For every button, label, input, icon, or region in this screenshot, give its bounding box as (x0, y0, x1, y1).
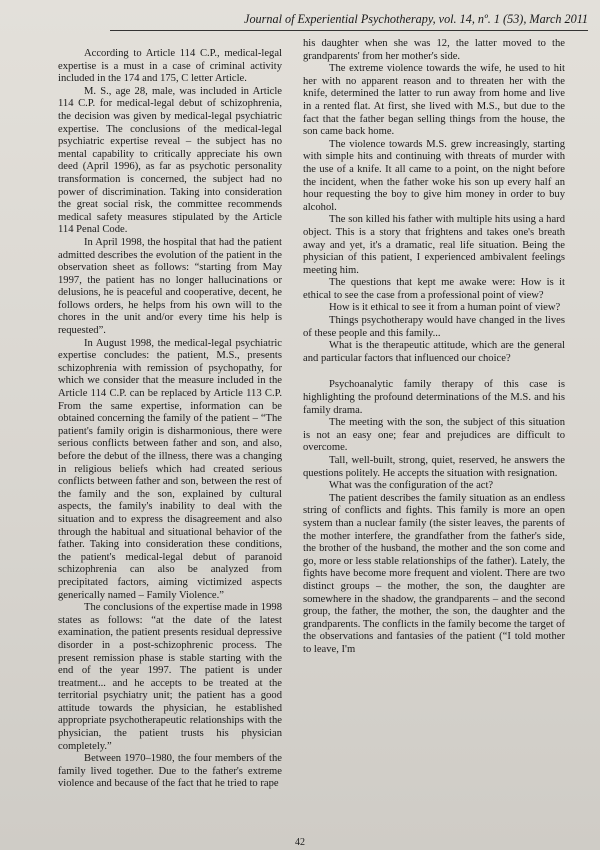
paragraph: The meeting with the son, the subject of this situation is not an easy one; fear and prejudices are difficult to overcome. (303, 417, 565, 454)
paragraph: The violence towards M.S. grew increasingly, starting with simple hits and continuing with threats of murder with the use of a knife. It all came to a point, on the night before the incident, when the father woke his son up every half an hour requesting the boy to give him money in order to buy alcohol. (303, 138, 565, 213)
right-column (303, 38, 565, 657)
paragraph: Between 1970–1980, the four members of the family lived together. Due to the father's extreme violence and because of the fact that he tried to rape (58, 753, 282, 790)
paragraph: The son killed his father with multiple hits using a hard object. This is a story that frightens and takes one's breath away and yet, it's a dramatic, real life situation. Being the physician of this patient, I experienced ambivalent feelings meeting him. (303, 214, 565, 276)
paragraph: The patient describes the family situation as an endless string of conflicts and fights. This family is more an open system than a nuclear family (the sister leaves, the parents of the mother interfere, the grandfather from the father's side, the brother of the husband, the mother and the son come and go, more or less stable relationships of the father). Lately, the fights have become more frequent and violent. There are two distinct groups – the mother, the son, the daughter are somewhere in the shadow, the grandparents – and the second group, the father, the mother, the son, the daughter and the grandparents. The conflicts in the family become the target of the observations and fantasies of the patient (“I told mother to leave, I'm (303, 492, 565, 655)
paragraph: What was the configuration of the act? (329, 480, 494, 492)
paragraph: The conclusions of the expertise made in 1998 states as follows: “at the date of the latest examination, the patient presents residual depressive disorder in a post-schizophrenic process. The present remission phase is stable starting with the end of the year 1997. The patient is under treatment... and he accepts to be treated at the territorial psychiatry unit; the patient has a good attitude towards the physician, he established appropriate psychotherapeutic relationships with the physician, the patient trusts his physician completely.” (58, 602, 282, 752)
paragraph: In August 1998, the medical-legal psychiatric expertise concludes: the patient, M.S., presents schizophrenia with remission of psychopathy, for which we consider that the measure included in the Article 114 C.P. can be replaced by Article 113 C.P. From the same expertise, information can be obtained concerning the family of the patient – “The patient's family origin is disharmonious, there were serious conflicts between father and son, and also, before the debut of the illness, there was a changing in religious beliefs which had created serious conflicts between father and son, between the rest of the family and the son, explained by cultural aspects, the family's inability to deal with the situation and to express the disagreement and also through the habitual and situational behavior of the father. Taking into consideration these conditions, the patient's medical-legal debut of paranoid schizophrenia can also be analyzed from precipitated factors, aiming victimized aspects generically named – Family Violence.” (58, 337, 282, 601)
paragraph: Psychoanalytic family therapy of this case is highlighting the profound determinations of the M.S. and his family drama. (303, 379, 565, 416)
left-column (58, 48, 282, 791)
paragraph: The questions that kept me awake were: How is it ethical to see the case from a professional point of view? (303, 277, 565, 301)
paragraph: How is it ethical to see it from a human point of view? (329, 302, 561, 314)
running-header: Journal of Experiential Psychotherapy, vol. 14, nº. 1 (53), March 2011 (110, 12, 588, 31)
paragraph: What is the therapeutic attitude, which are the general and particular factors that influenced our choice? (303, 340, 565, 364)
paragraph: Things psychotherapy would have changed in the lives of these people and this family... (303, 315, 565, 339)
paragraph: In April 1998, the hospital that had the patient admitted describes the evolution of the patient in the observation sheet as follows: “starting from May 1997, the patient has no longer hallucinations or delusions, he is peaceful and cooperative, decent, he follows orders, he helps from his own will to the chores in the unit and/or every time his help is requested”. (58, 236, 282, 337)
paragraph: The extreme violence towards the wife, he used to hit her with no apparent reason and to threaten her with the knife, determined the latter to run away from home and live in a rented flat. At first, she lived with M.S., but due to the fact that the father began selling things from the house, the son came back home. (303, 63, 565, 138)
paragraph: Tall, well-built, strong, quiet, reserved, he answers the questions politely. He accepts the situation with resignation. (303, 455, 565, 479)
page-number: 42 (295, 837, 305, 848)
paragraph: M. S., age 28, male, was included in Article 114 C.P. for medical-legal debut of schizophrenia, the decision was given by medical-legal psychiatric expertise. The conclusions of the medical-legal psychiatric expertise reveal – the subject has no mental capability to critically appreciate his own deed (April 1996), as far as psychotic personality transformation is concerned, the subject had no power of discrimination. Taking into consideration the great social risk, the committee recommends medical safety measures stipulated by the Article 114 Penal Code. (58, 85, 282, 236)
paragraph: According to Article 114 C.P., medical-legal expertise is a must in a case of criminal activity included in the 174 and 175, C letter Article. (58, 48, 282, 85)
paragraph: his daughter when she was 12, the latter moved to the grandparents' from her mother's side. (303, 38, 565, 62)
